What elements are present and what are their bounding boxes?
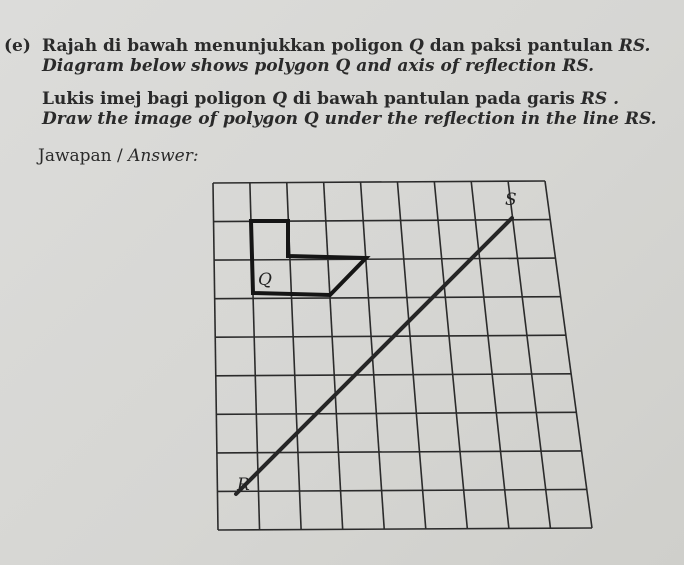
instruction-malay-2-rs: RS . — [580, 89, 620, 109]
grid-horizontal-line — [216, 412, 576, 414]
grid-vertical-line — [324, 182, 343, 529]
grid-vertical-line — [508, 181, 550, 528]
grid-vertical-line — [434, 182, 467, 529]
grid-vertical-line — [397, 182, 425, 529]
instruction-malay-2-text: Lukis imej bagi poligon — [42, 89, 273, 109]
grid-horizontal-line — [218, 528, 592, 530]
grid-vertical-line — [545, 181, 592, 528]
instruction-malay-1-text: Rajah di bawah menunjukkan poligon — [42, 36, 409, 56]
point-s-label: S — [505, 190, 517, 210]
answer-label-malay: Jawapan / — [38, 146, 129, 166]
square-grid — [213, 181, 592, 530]
grid-horizontal-line — [215, 297, 561, 299]
grid-horizontal-line — [216, 374, 571, 376]
question-number: (e) — [4, 36, 31, 56]
instruction-malay-1-rest: dan paksi pantulan — [423, 36, 619, 56]
point-r-label: R — [237, 475, 250, 495]
grid-horizontal-line — [214, 258, 555, 260]
grid-horizontal-line — [217, 489, 586, 491]
instruction-english-1: Diagram below shows polygon Q and axis of reflection RS. — [42, 56, 595, 76]
instruction-malay-1-q: Q — [408, 36, 424, 56]
grid-horizontal-line — [213, 181, 545, 183]
polygon-q-label: Q — [258, 270, 272, 290]
grid-horizontal-line — [217, 451, 582, 453]
instruction-english-2: Draw the image of polygon Q under the reflection in the line RS. — [42, 109, 657, 129]
instruction-malay-2-rest: di bawah pantulan pada garis — [287, 89, 581, 109]
instruction-malay-2-q: Q — [272, 89, 287, 109]
grid-vertical-line — [213, 183, 218, 530]
grid-vertical-line — [471, 181, 509, 528]
answer-label-english: Answer: — [128, 146, 199, 166]
instruction-malay-1-rs: RS. — [618, 36, 651, 56]
